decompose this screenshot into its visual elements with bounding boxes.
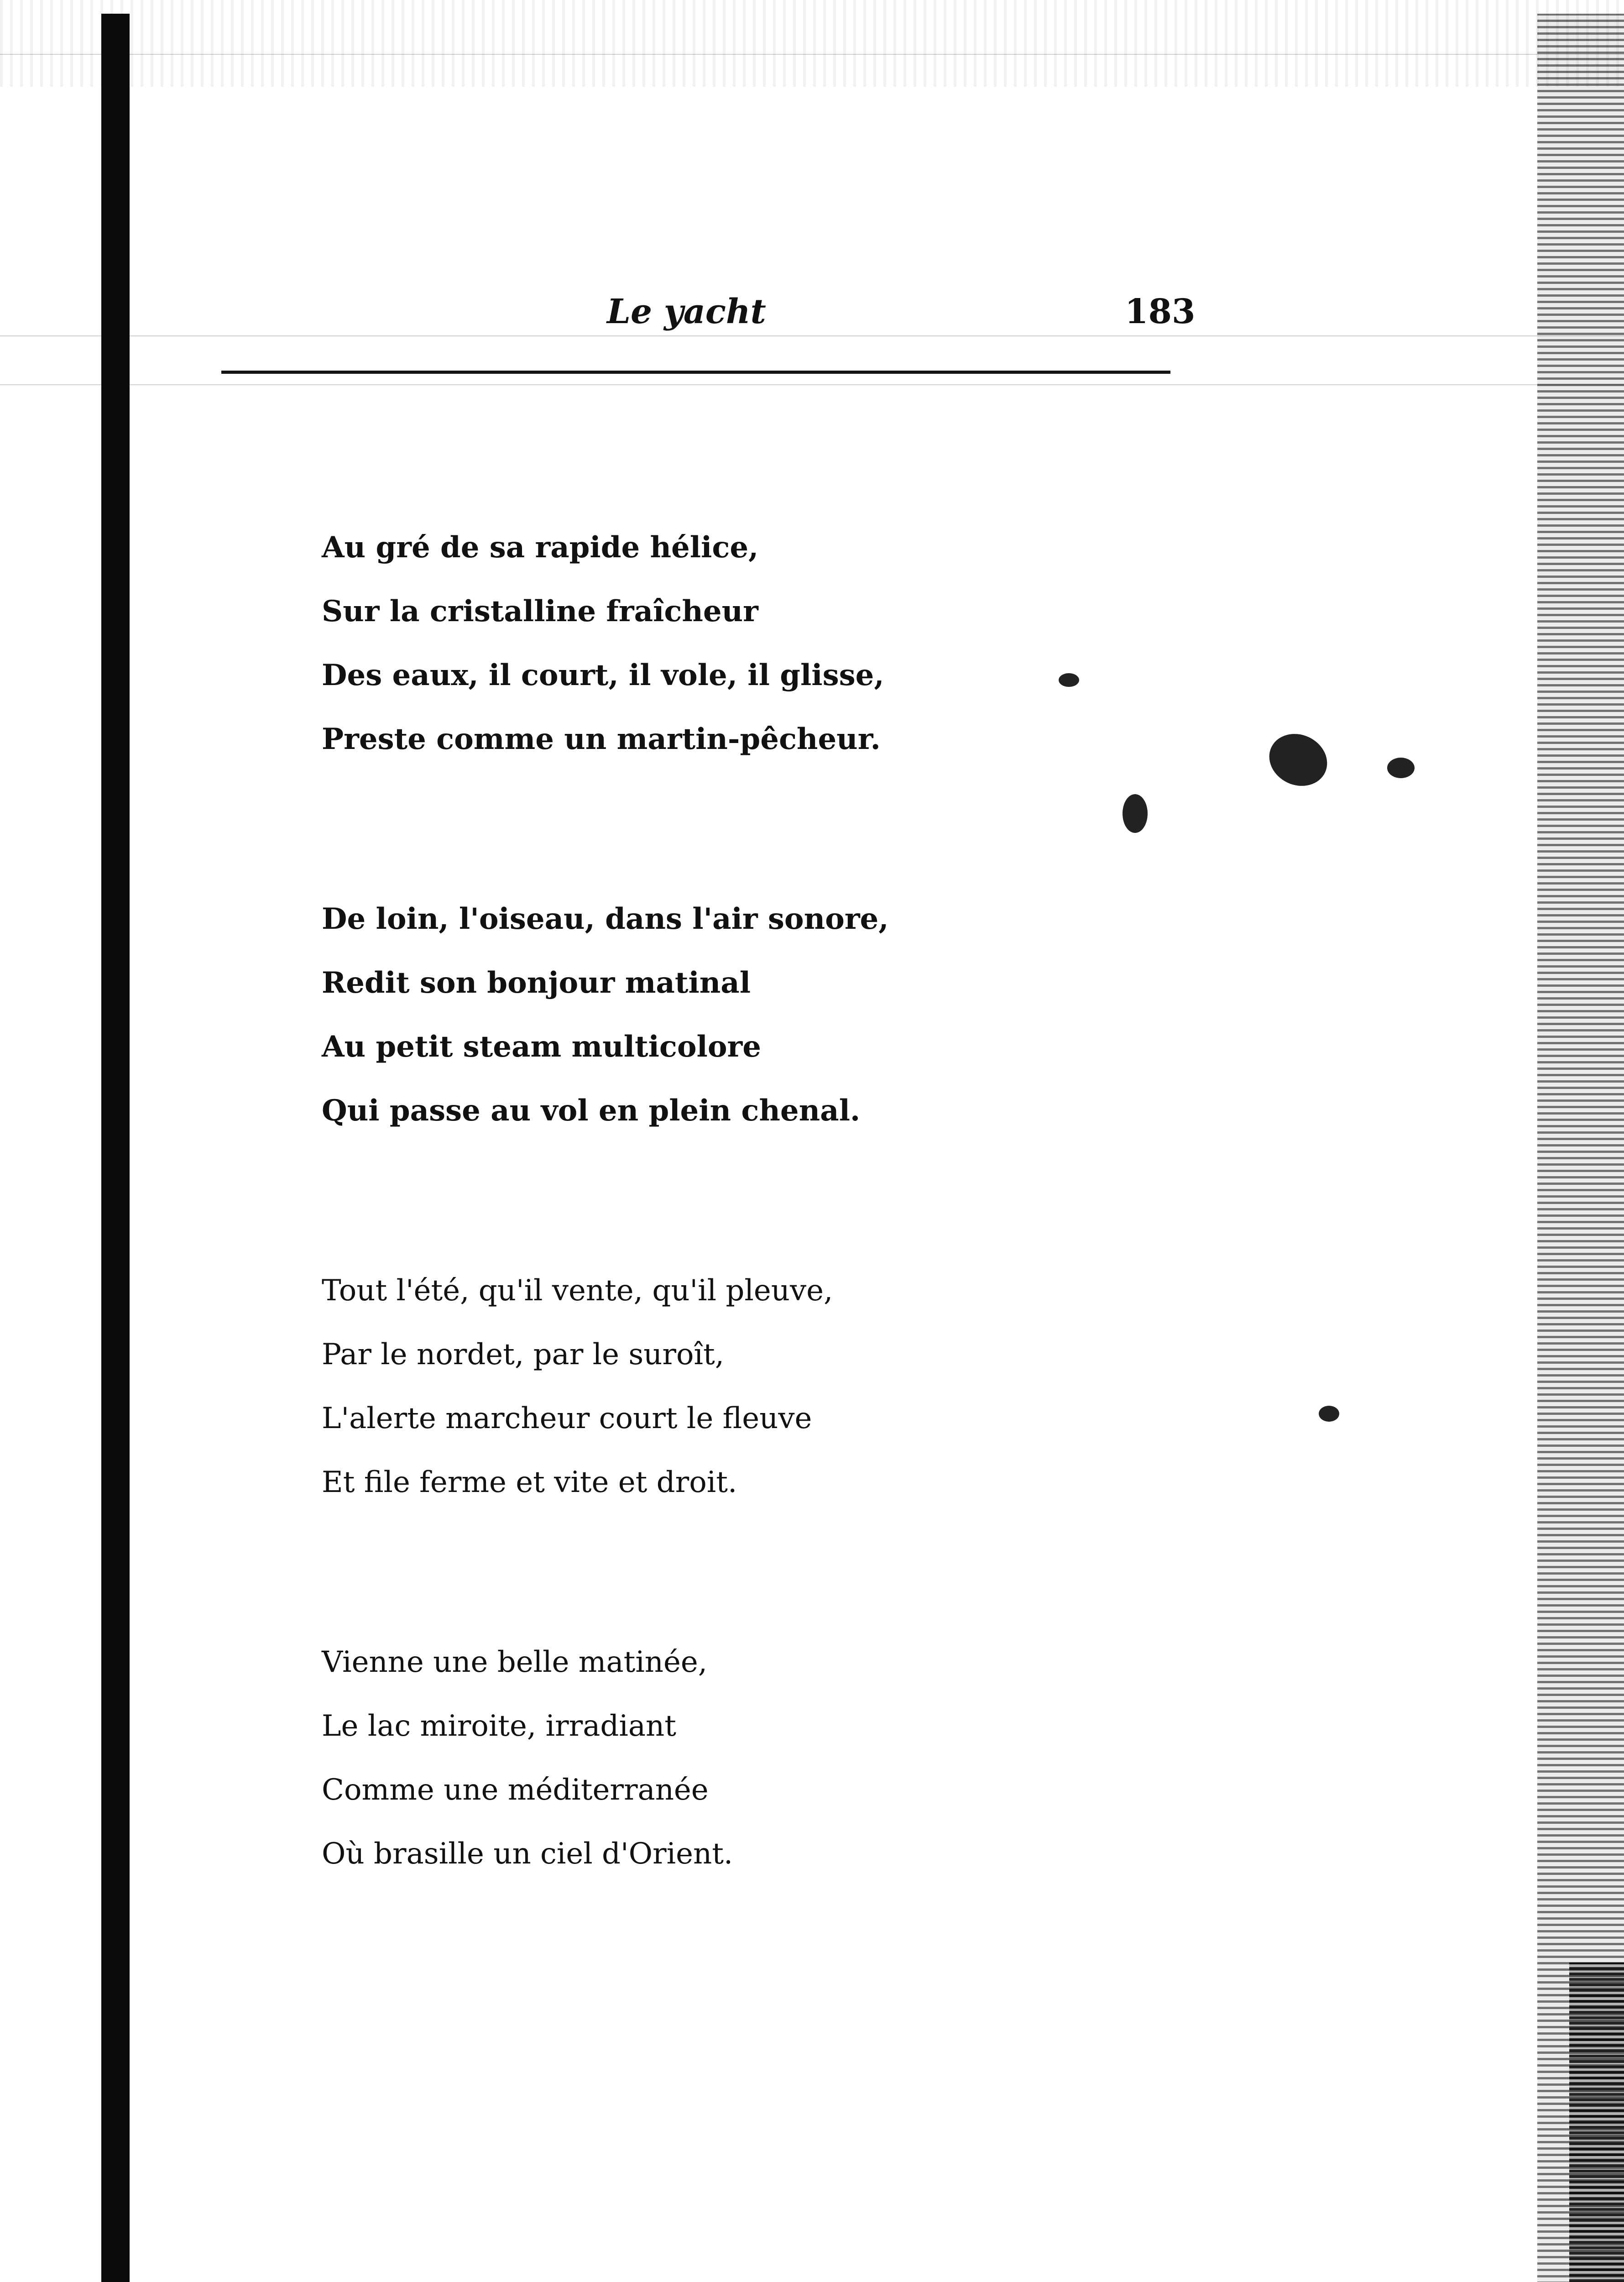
verse-line: Des eaux, il court, il vole, il glisse, xyxy=(322,658,884,692)
verse-line: Où brasille un ciel d'Orient. xyxy=(322,1837,733,1871)
scan-line xyxy=(0,54,1624,55)
verse-line: L'alerte marcheur court le fleuve xyxy=(322,1402,812,1435)
stanza-1 xyxy=(322,516,1189,771)
verse-line: Par le nordet, par le suroît, xyxy=(322,1338,725,1371)
page-edge-shadow-dark xyxy=(1569,1963,1624,2282)
binding-shadow xyxy=(101,14,130,2282)
header-rule xyxy=(221,371,1170,374)
verse-line: Comme une méditerranée xyxy=(322,1773,709,1807)
verse-line: De loin, l'oiseau, dans l'air sonore, xyxy=(322,902,889,936)
verse-line: Sur la cristalline fraîcheur xyxy=(322,594,758,628)
verse-line: Preste comme un martin-pêcheur. xyxy=(322,722,881,756)
page-edge-shadow xyxy=(1537,14,1624,2282)
verse-line: Au petit steam multicolore xyxy=(322,1030,761,1064)
verse-line: Redit son bonjour matinal xyxy=(322,966,751,1000)
running-head xyxy=(221,292,1196,347)
verse-line: Au gré de sa rapide hélice, xyxy=(322,530,759,565)
ink-blot xyxy=(1261,725,1336,796)
scan-noise-top xyxy=(0,0,1624,87)
ink-blot xyxy=(1387,758,1415,778)
stanza-4 xyxy=(322,1630,1189,1886)
scan-line xyxy=(0,384,1624,385)
verse-line: Qui passe au vol en plein chenal. xyxy=(322,1094,861,1128)
verse-line: Et file ferme et vite et droit. xyxy=(322,1466,737,1499)
verse-line: Vienne une belle matinée, xyxy=(322,1645,708,1679)
stanza-3 xyxy=(322,1259,1189,1514)
running-title: Le yacht xyxy=(607,292,766,331)
ink-blot xyxy=(1319,1406,1339,1422)
poem xyxy=(322,516,1189,2002)
page-number: 183 xyxy=(1125,292,1196,331)
verse-line: Tout l'été, qu'il vente, qu'il pleuve, xyxy=(322,1274,833,1308)
stanza-2 xyxy=(322,887,1189,1143)
verse-line: Le lac miroite, irradiant xyxy=(322,1709,676,1743)
